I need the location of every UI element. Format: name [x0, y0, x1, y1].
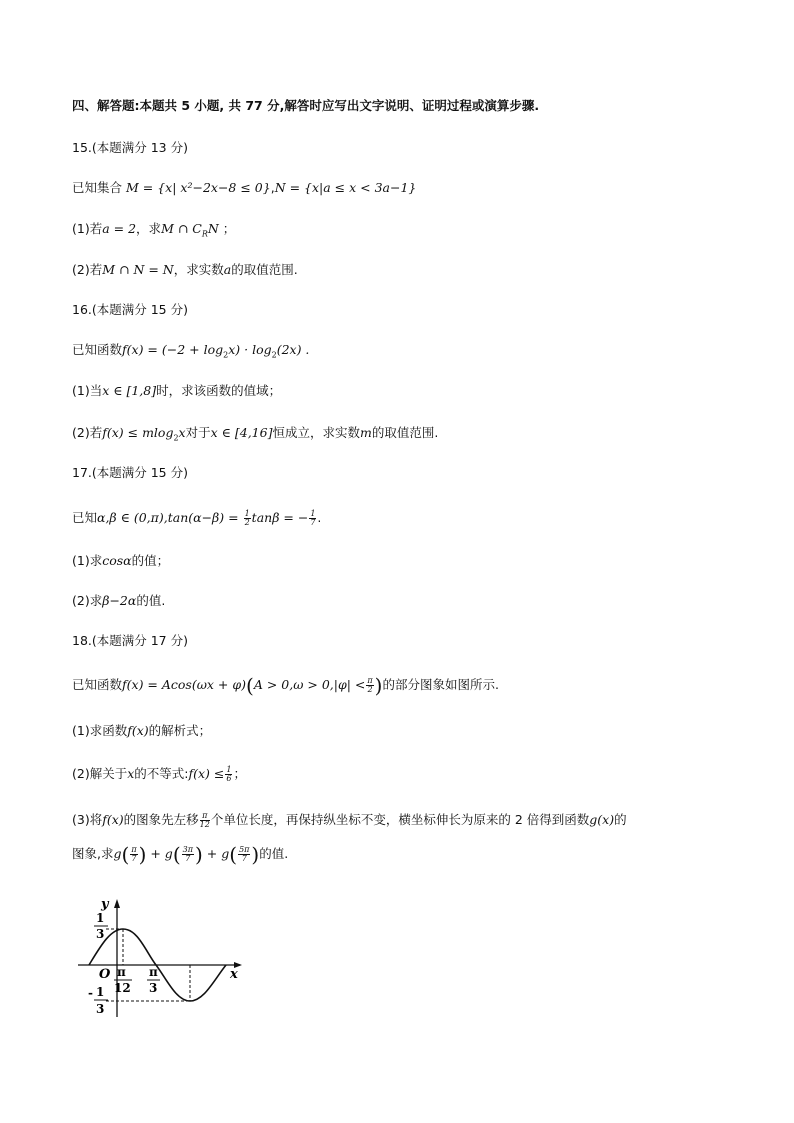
q18-part2: (2)解关于x的不等式:f(x) ≤ $\frac{1}{6}$ ； — [72, 765, 246, 783]
x-tick-2-num: π — [149, 965, 158, 979]
q17-header: 17.(本题满分 15 分) — [72, 465, 188, 480]
q15-stem: 已知集合 M = {x| x²−2x−8 ≤ 0},N = {x|a ≤ x < 3a−1} — [72, 180, 417, 195]
section-header: 四、解答题:本题共 5 小题, 共 77 分,解答时应写出文字说明、证明过程或演算步骤. — [72, 98, 540, 113]
origin-label: O — [99, 967, 111, 982]
x-tick-1-den: 12 — [114, 981, 131, 995]
x-axis-label: x — [230, 967, 238, 982]
q16-part2: (2)若f(x) ≤ mlog$_2$x对于x ∈ [4,16]恒成立，求实数m的取值范围. — [72, 425, 439, 443]
fraction: $\frac{\pi}{7}$ — [131, 845, 137, 863]
q18-part3-line1: (3)将f(x)的图象先左移 $\frac{\pi}{12}$ 个单位长度，再保持纵坐标不变，横坐标伸长为原来的 2 倍得到函数g(x)的 — [72, 811, 627, 829]
q16-stem: 已知函数$f(x) = (-2 + \log_2x) \cdot \log_2(2x)$ . — [72, 342, 310, 360]
q16-part1: (1)当x ∈ [1,8]时，求该函数的值域； — [72, 383, 282, 398]
q16-header: 16.(本题满分 15 分) — [72, 302, 188, 317]
y-bottom-sign: - — [88, 986, 93, 1000]
q15-part1: (1)若a = 2，求M ∩ $C_RN$ ； — [72, 221, 236, 239]
fraction: $\frac{1}{7}$ — [310, 509, 316, 527]
y-axis-arrow — [114, 899, 120, 908]
q18-part3-line2: 图象,求g( $\frac{\pi}{7}$ ) + g( $\frac{3\pi}{7}$ ) + g( $\frac{5\pi}{7}$ )的值. — [72, 842, 289, 867]
y-top-num: 1 — [96, 911, 105, 925]
q17-part2: (2)求β−2α的值. — [72, 593, 166, 608]
fraction: $\frac{3\pi}{7}$ — [182, 845, 193, 863]
fraction: $\frac{1}{6}$ — [226, 765, 232, 783]
set-n-expr: N = {x|a ≤ x < 3a−1} — [274, 180, 417, 195]
q18-stem: 已知函数f(x) = Acos(ωx + φ)(A > 0,ω > 0,|φ| < $\frac{\pi}{2}$ )的部分图象如图所示. — [72, 673, 499, 698]
fraction: $\frac{5\pi}{7}$ — [239, 845, 250, 863]
y-axis-label: y — [101, 897, 109, 912]
fraction: $\frac{\pi}{12}$ — [199, 811, 210, 829]
fraction: $\frac{\pi}{2}$ — [367, 676, 373, 694]
q18-part1: (1)求函数f(x)的解析式； — [72, 723, 212, 738]
x-tick-1-num: π — [117, 965, 126, 979]
q15-header: 15.(本题满分 13 分) — [72, 140, 188, 155]
q17-stem: 已知α,β ∈ (0,π),tan(α−β) = $\frac{1}{2}$ tanβ = − $\frac{1}{7}$ . — [72, 509, 322, 527]
fraction: $\frac{1}{2}$ — [244, 509, 250, 527]
cosine-graph-figure — [70, 892, 250, 1022]
q15-part2: (2)若M ∩ N = N，求实数a的取值范围. — [72, 262, 298, 277]
y-bottom-num: 1 — [96, 985, 105, 999]
y-top-den: 3 — [96, 927, 105, 941]
set-m-expr: M = {x| x²−2x−8 ≤ 0} — [126, 180, 271, 195]
q17-part1: (1)求cosα的值； — [72, 553, 170, 568]
q18-header: 18.(本题满分 17 分) — [72, 633, 188, 648]
y-bottom-den: 3 — [96, 1002, 105, 1016]
x-tick-2-den: 3 — [149, 981, 158, 995]
